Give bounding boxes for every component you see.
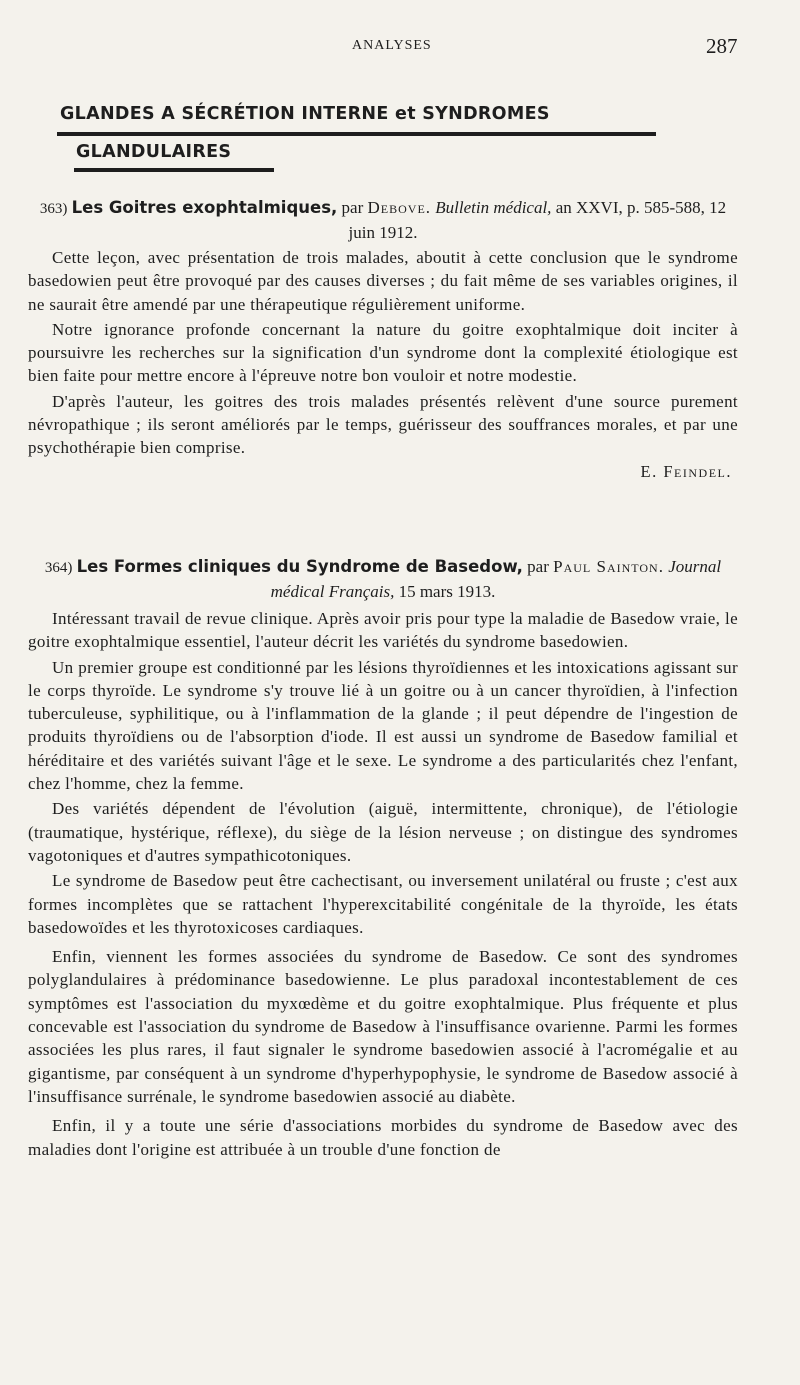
entry-paragraph: Le syndrome de Basedow peut être cachectisant, ou inversement unilatéral ou fruste ; c'est aux formes incomplètes que se rattachent l'hyperexcitabilité congénitale de la thyroïde, les états basedowoïdes et les thyrotoxicoses cardiaques. [28, 871, 738, 937]
entry-paragraph: Des variétés dépendent de l'évolution (aiguë, intermittente, chronique), de l'étiologie (traumatique, hystérique, réflexe), du siège de la lésion nerveuse ; on distingue des syndromes vagotoniques et d'autres sympathicotoniques. [28, 799, 738, 865]
entry-paragraph: D'après l'auteur, les goitres des trois malades présentés relèvent d'une source purement névropathique ; ils seront améliorés par le temps, guérisseur des souffrances morales, et par une psychothérapie bien comprise. [28, 391, 738, 458]
entry-citation: 15 mars 1913. [398, 582, 496, 601]
page-number: 287 [706, 34, 738, 58]
heading-rule [57, 132, 656, 136]
heading-rule [74, 168, 274, 172]
entry-journal: Bulletin médical, [435, 198, 552, 217]
entry-paragraph: Cette leçon, avec présentation de trois malades, aboutit à cette conclusion que le syndrome basedowien peut être provoqué par des causes diverses ; du fait même de ses variables origines, il ne saurait être amendé par une thérapeutique régulièrement uniforme. [28, 248, 738, 314]
entry-citation: an XXVI, p. 585-588, 12 juin 1912. [348, 198, 727, 242]
entry-paragraph: Notre ignorance profonde concernant la nature du goitre exophtalmique doit inciter à poursuivre les recherches sur la signification d'un syndrome dont la complexité étiologique est bien faite pour mettre encore à l'épreuve notre bon vouloir et notre modestie. [28, 319, 738, 386]
entry-number: 363) [39, 201, 68, 217]
abstract-entry-364 [28, 555, 738, 1161]
entry-journal: Journal médical Français, [270, 557, 722, 601]
entry-author: Paul Sainton. [553, 557, 664, 576]
entry-paragraph: Intéressant travail de revue clinique. Après avoir pris pour type la maladie de Basedow vraie, le goitre exophtalmique essentiel, l'auteur décrit les variétés du syndrome basedowien. [28, 609, 738, 652]
entry-par: par [341, 198, 364, 217]
running-head-title: ANALYSES [352, 38, 432, 53]
entry-author: Debove. [367, 198, 432, 217]
entry-par: par [527, 557, 549, 576]
entry-heading [28, 555, 738, 603]
abstract-entry-363 [28, 196, 738, 484]
section-heading-line1: GLANDES A SÉCRÉTION INTERNE et SYNDROMES [60, 104, 550, 124]
entry-number: 364) [44, 560, 73, 576]
section-heading-line2: GLANDULAIRES [76, 142, 232, 162]
running-head [0, 34, 800, 62]
entry-paragraph: Enfin, il y a toute une série d'associations morbides du syndrome de Basedow avec des maladies dont l'origine est attribuée à un trouble d'une fonction de [28, 1116, 738, 1159]
entry-paragraph: Un premier groupe est conditionné par les lésions thyroïdiennes et les intoxications agissant sur le corps thyroïde. Le syndrome s'y trouve lié à un goitre ou à un cancer thyroïdien, à l'infection tuberculeuse, syphilitique, ou à l'inflammation de la glande ; il peut dépendre de l'ingestion de produits thyroïdiens ou de l'absorption d'iode. Il est aussi un syndrome de Basedow familial et héréditaire et des variétés suivant l'âge et le sexe. Le syndrome a des particularités chez l'enfant, chez l'homme, chez la femme. [28, 657, 738, 794]
entry-heading [28, 196, 738, 244]
entry-signature: E. Feindel. [640, 461, 732, 481]
entry-title: Les Formes cliniques du Syndrome de Basedow, [76, 557, 523, 576]
entry-paragraph: Enfin, viennent les formes associées du syndrome de Basedow. Ce sont des syndromes polyglandulaires à prédominance basedowienne. Le plus paradoxal incontestablement de ces symptômes est l'association du myxœdème et du goitre exophtalmique. Plus fréquente et plus concevable est l'association du syndrome de Basedow à l'insuffisance ovarienne. Parmi les formes associées les plus rares, il faut signaler le syndrome basedowien associé à l'acromégalie et au gigantisme, par conséquent à un syndrome d'hyperhypophysie, le syndrome de Basedow associé à l'insuffisance surrénale, le syndrome basedowien associé au diabète. [28, 947, 738, 1106]
entry-title: Les Goitres exophtalmiques, [71, 198, 338, 217]
